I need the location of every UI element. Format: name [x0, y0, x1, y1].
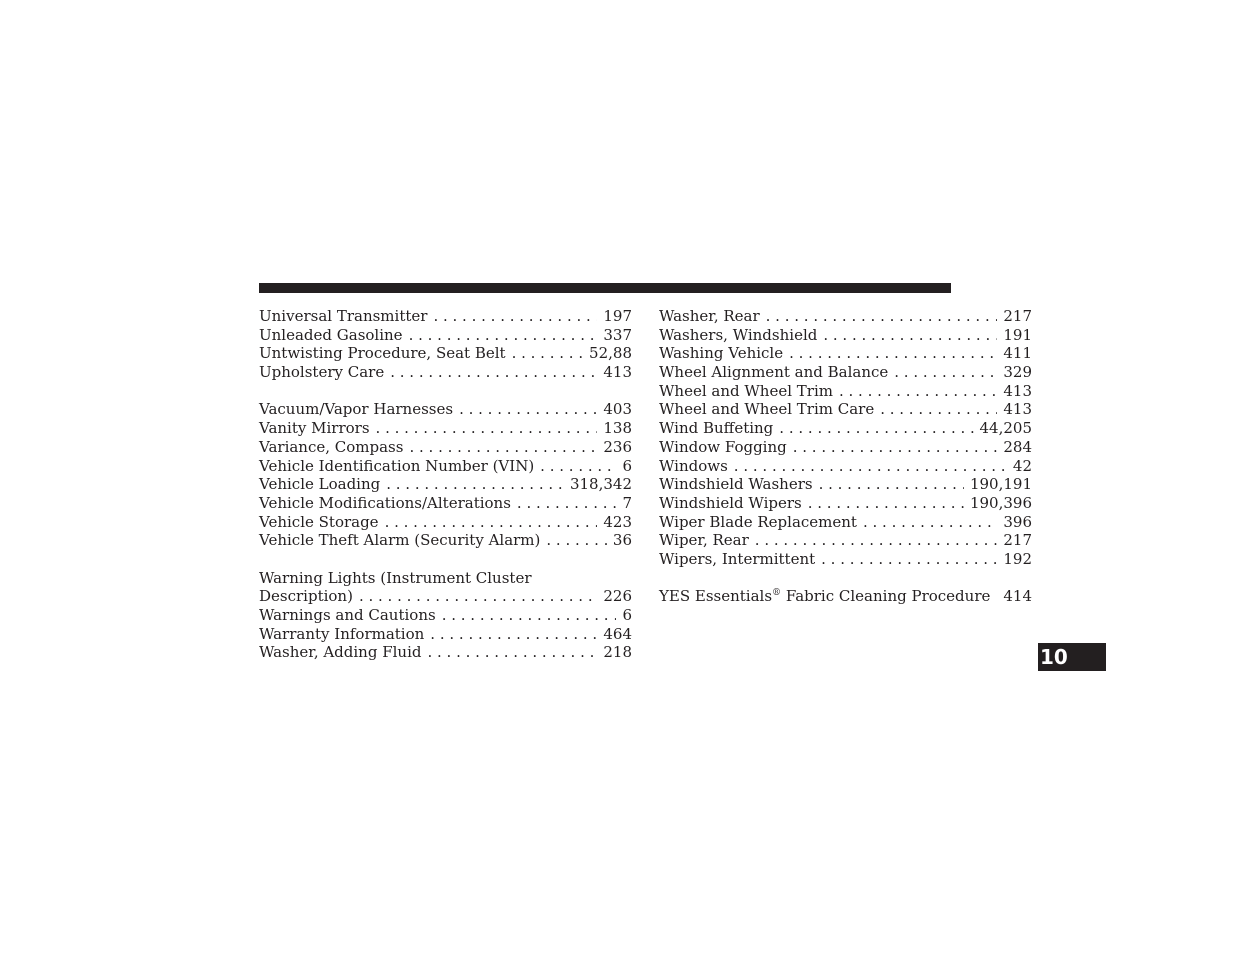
entry-label: Windshield Washers — [659, 475, 813, 494]
index-entry — [659, 494, 1032, 513]
entry-page: 191 — [1003, 325, 1032, 344]
entry-page: 190,191 — [969, 475, 1032, 494]
entry-page: 42 — [1012, 456, 1032, 475]
group-gap — [259, 550, 632, 569]
dot-leader — [430, 625, 597, 644]
entry-page: 7 — [622, 493, 632, 512]
entry-page: 318,342 — [569, 475, 632, 494]
entry-label: Windshield Wipers — [659, 493, 802, 512]
entry-label: Wiper, Rear — [659, 531, 749, 550]
dot-leader — [863, 513, 997, 532]
entry-page: 414 — [1003, 587, 1032, 606]
index-entry — [659, 363, 1032, 382]
index-entry — [659, 550, 1032, 569]
index-entry — [259, 513, 632, 532]
dot-leader — [409, 438, 597, 457]
dot-leader — [546, 531, 607, 550]
index-entry — [259, 475, 632, 494]
dot-leader — [839, 382, 997, 401]
index-entry — [259, 363, 632, 382]
dot-leader — [459, 400, 597, 419]
dot-leader — [409, 326, 598, 345]
entry-label: Untwisting Procedure, Seat Belt — [259, 344, 506, 363]
dot-leader — [894, 363, 997, 382]
index-entry — [259, 531, 632, 550]
index-entry — [259, 419, 632, 438]
entry-label: Washers, Windshield — [659, 325, 818, 344]
entry-label: Variance, Compass — [259, 437, 404, 456]
dot-leader — [734, 457, 1007, 476]
section-tab: 10 — [1038, 643, 1106, 671]
index-entry — [259, 438, 632, 457]
entry-page: 403 — [603, 400, 632, 419]
dot-leader — [427, 643, 597, 662]
entry-page: 218 — [603, 643, 632, 662]
entry-page: 36 — [612, 531, 632, 550]
entry-label: Universal Transmitter — [259, 307, 428, 325]
dot-leader — [880, 400, 997, 419]
entry-label: Description) — [259, 587, 353, 606]
dot-leader — [789, 344, 997, 363]
dot-leader — [390, 363, 597, 382]
index-entry — [259, 606, 632, 625]
index-entry — [659, 326, 1032, 345]
entry-page: 192 — [1003, 549, 1032, 568]
index-entry — [259, 326, 632, 345]
index-entry — [659, 344, 1032, 363]
dot-leader — [386, 475, 564, 494]
dot-leader — [512, 344, 583, 363]
dot-leader — [755, 531, 998, 550]
dot-leader — [385, 513, 598, 532]
index-entry — [259, 307, 632, 326]
entry-page: 464 — [603, 624, 632, 643]
entry-label — [659, 587, 990, 606]
entry-page: 337 — [603, 325, 632, 344]
dot-leader — [766, 307, 998, 326]
entry-page: 217 — [1003, 531, 1032, 550]
dot-leader — [996, 587, 997, 606]
entry-label: Wiper Blade Replacement — [659, 512, 857, 531]
index-entry — [259, 344, 632, 363]
dot-leader — [517, 494, 617, 513]
entry-page: 190,396 — [969, 493, 1032, 512]
dot-leader — [808, 494, 964, 513]
registered-mark: ® — [772, 588, 782, 599]
index-entry — [659, 419, 1032, 438]
index-entry — [659, 400, 1032, 419]
entry-page: 217 — [1003, 307, 1032, 325]
entry-label: Upholstery Care — [259, 363, 385, 382]
entry-label-brand: YES Essentials — [659, 587, 773, 606]
index-entry — [659, 475, 1032, 494]
entry-label: Unleaded Gasoline — [259, 325, 403, 344]
entry-label: Vehicle Loading — [259, 475, 381, 494]
index-entry — [259, 587, 632, 606]
index-entry — [259, 494, 632, 513]
dot-leader — [823, 326, 997, 345]
entry-page: 197 — [603, 307, 632, 325]
entry-label: Warranty Information — [259, 624, 425, 643]
entry-label: Window Fogging — [659, 437, 787, 456]
dot-leader — [540, 457, 616, 476]
entry-label: Wind Buffeting — [659, 419, 774, 438]
index-entry — [659, 513, 1032, 532]
entry-label: Washer, Adding Fluid — [259, 643, 422, 662]
entry-page: 396 — [1003, 512, 1032, 531]
index-entry — [659, 382, 1032, 401]
entry-label: Vehicle Modifications/Alterations — [259, 493, 511, 512]
entry-page: 423 — [603, 512, 632, 531]
section-header-rule — [259, 283, 951, 293]
dot-leader — [793, 438, 998, 457]
entry-label: Vehicle Theft Alarm (Security Alarm) — [259, 531, 541, 550]
entry-page: 44,205 — [979, 419, 1032, 438]
index-entry — [259, 643, 632, 662]
entry-page: 284 — [1003, 437, 1032, 456]
index-entry — [259, 625, 632, 644]
index-entry — [659, 307, 1032, 326]
dot-leader — [442, 606, 617, 625]
dot-leader — [433, 307, 597, 326]
index-entry — [659, 587, 1032, 606]
index-entry — [659, 531, 1032, 550]
index-entry — [259, 400, 632, 419]
group-gap — [659, 569, 1032, 588]
index-column-left — [259, 307, 632, 662]
entry-label: Warnings and Cautions — [259, 606, 436, 624]
entry-page: 329 — [1003, 363, 1032, 382]
entry-label: Vehicle Storage — [259, 512, 379, 531]
entry-label: Wheel Alignment and Balance — [659, 363, 889, 382]
group-gap — [259, 382, 632, 401]
entry-page: 226 — [603, 587, 632, 606]
entry-label-line1: Warning Lights (Instrument Cluster — [259, 568, 532, 587]
dot-leader — [821, 550, 997, 569]
entry-label: Wheel and Wheel Trim — [659, 381, 833, 400]
dot-leader — [819, 475, 964, 494]
entry-label: Wheel and Wheel Trim Care — [659, 400, 875, 419]
entry-label: Washer, Rear — [659, 307, 760, 325]
dot-leader — [359, 587, 597, 606]
entry-page: 413 — [1003, 400, 1032, 419]
index-entry — [259, 457, 632, 476]
index-column-right — [659, 307, 1032, 606]
entry-page: 52,88 — [589, 344, 632, 363]
entry-label: Vanity Mirrors — [259, 419, 370, 438]
entry-page: 236 — [603, 437, 632, 456]
index-entry — [659, 457, 1032, 476]
entry-label-rest: Fabric Cleaning Procedure — [785, 587, 991, 606]
entry-label: Washing Vehicle — [659, 344, 784, 363]
entry-page: 138 — [603, 419, 632, 438]
dot-leader — [779, 419, 973, 438]
entry-label: Windows — [659, 456, 728, 475]
entry-label: Vehicle Identification Number (VIN) — [259, 456, 535, 475]
entry-page: 411 — [1003, 344, 1032, 363]
dot-leader — [376, 419, 598, 438]
index-entry — [659, 438, 1032, 457]
entry-page: 6 — [622, 456, 632, 475]
entry-label: Wipers, Intermittent — [659, 549, 816, 568]
entry-page: 413 — [1003, 381, 1032, 400]
entry-page: 6 — [622, 606, 632, 624]
entry-label: Vacuum/Vapor Harnesses — [259, 400, 454, 419]
entry-page: 413 — [603, 363, 632, 382]
